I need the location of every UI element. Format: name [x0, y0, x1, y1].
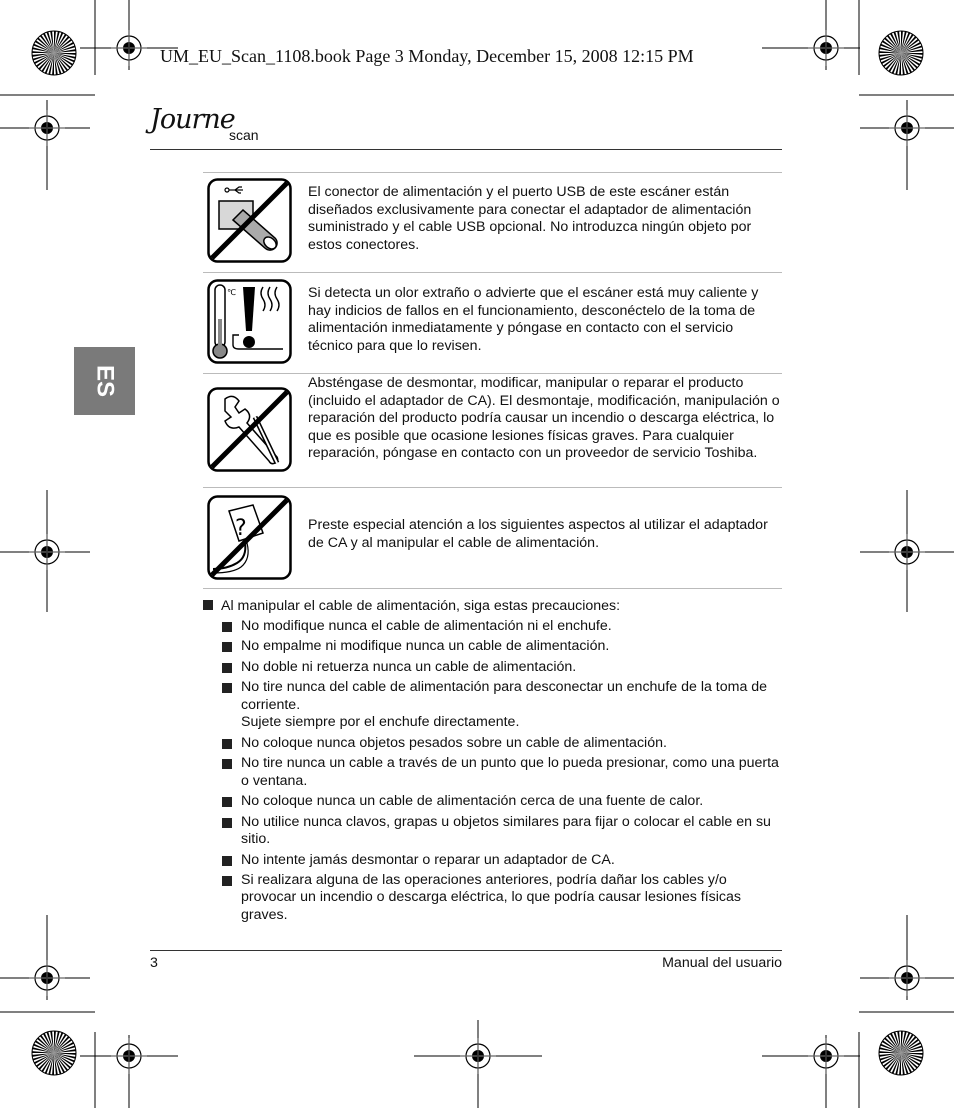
journe-logo-script: Journe: [150, 104, 235, 135]
bullet-square: [222, 818, 232, 828]
precautions-intro-text: Al manipular el cable de alimentación, siga estas precauciones:: [221, 598, 621, 614]
svg-text:?: ?: [235, 516, 247, 541]
bullet-square: [222, 739, 232, 749]
bullet-square: [203, 600, 213, 610]
precautions-intro: [203, 598, 620, 616]
list-item: [222, 872, 782, 925]
bullet-square: [222, 622, 232, 632]
warning-text-overheat: Si detecta un olor extraño o advierte que el escáner está muy caliente y hay indicios de fallos en el funcionamiento, desconéctelo de la toma de alimentación inmediatamente y póngase en contacto con el servicio técnico para que lo revisen.: [308, 285, 759, 354]
footer-rule: [150, 950, 782, 951]
bullet-square: [222, 683, 232, 693]
list-item: [222, 735, 782, 753]
list-item: [222, 755, 782, 790]
list-item-subtext: Sujete siempre por el enchufe directamente.: [241, 714, 520, 731]
list-item-text: No coloque nunca objetos pesados sobre un cable de alimentación.: [241, 734, 667, 751]
table-rule: [203, 588, 782, 589]
no-insert-connector-icon: [207, 178, 292, 263]
language-tab: [74, 347, 135, 415]
bullet-square: [222, 642, 232, 652]
manual-title: Manual del usuario: [662, 955, 782, 971]
list-item: [222, 659, 782, 677]
list-item: [222, 679, 782, 732]
bullet-square: [222, 663, 232, 673]
table-rule: [203, 373, 782, 374]
list-item-text: No intente jamás desmontar o reparar un adaptador de CA.: [241, 851, 615, 868]
language-tab-label: ES: [91, 364, 119, 397]
page-number: 3: [150, 955, 158, 971]
bullet-square: [222, 759, 232, 769]
star-target-icon: [879, 1031, 923, 1075]
list-item-text: No empalme ni modifique nunca un cable de alimentación.: [241, 638, 610, 655]
list-item-text: No tire nunca un cable a través de un punto que lo pueda presionar, como una puerta o ventana.: [241, 755, 779, 789]
no-disassemble-icon: [207, 387, 292, 472]
list-item: [222, 814, 782, 849]
table-rule: [203, 272, 782, 273]
list-item-text: No utilice nunca clavos, grapas u objetos similares para fijar o colocar el cable en su sitio.: [241, 813, 771, 848]
svg-text:℃: ℃: [227, 288, 236, 297]
precautions-list: [222, 618, 782, 927]
list-item-text: No doble ni retuerza nunca un cable de alimentación.: [241, 658, 577, 675]
list-item-text: No modifique nunca el cable de alimentación ni el enchufe.: [241, 618, 612, 634]
star-target-icon: [879, 31, 923, 75]
star-target-icon: [32, 1031, 76, 1075]
list-item: [222, 618, 782, 636]
list-item: [222, 793, 782, 811]
star-target-icon: [32, 31, 76, 75]
bullet-square: [222, 856, 232, 866]
journe-logo-sub: scan: [229, 127, 259, 143]
table-rule: [203, 172, 782, 173]
warning-text-ac-adapter: Preste especial atención a los siguientes aspectos al utilizar el adaptador de CA y al manipular el cable de alimentación.: [308, 517, 768, 551]
overheat-warning-icon: [207, 279, 292, 364]
table-rule: [203, 487, 782, 488]
bullet-square: [222, 876, 232, 886]
warning-text-connector: El conector de alimentación y el puerto USB de este escáner están diseñados exclusivamente para conectar el adaptador de alimentación suministrado y el cable USB opcional. No introduzca ningún objeto por estos conectores.: [308, 184, 752, 253]
print-slug-line: UM_EU_Scan_1108.book Page 3 Monday, December 15, 2008 12:15 PM: [160, 46, 694, 66]
bullet-square: [222, 797, 232, 807]
list-item-text: No coloque nunca un cable de alimentación cerca de una fuente de calor.: [241, 793, 704, 810]
list-item: [222, 638, 782, 656]
list-item: [222, 852, 782, 870]
list-item-text: No tire nunca del cable de alimentación para desconectar un enchufe de la toma de corriente.: [241, 679, 768, 713]
ac-adapter-caution-icon: [207, 495, 292, 580]
warning-text-disassemble: Absténgase de desmontar, modificar, manipular o reparar el producto (incluido el adaptador de CA). El desmontaje, modificación, manipulación o reparación del producto podría causar un incendio o descarga eléctrica, lo que es posible que ocasione lesiones físicas graves. Para cualquier reparación, póngase en contacto con un proveedor de servicio Toshiba.: [308, 375, 780, 462]
list-item-text: Si realizara alguna de las operaciones anteriores, podría dañar los cables y/o provocar un incendio o descarga eléctrica, lo que podría causar lesiones físicas graves.: [241, 871, 741, 924]
header-rule: [150, 149, 782, 150]
